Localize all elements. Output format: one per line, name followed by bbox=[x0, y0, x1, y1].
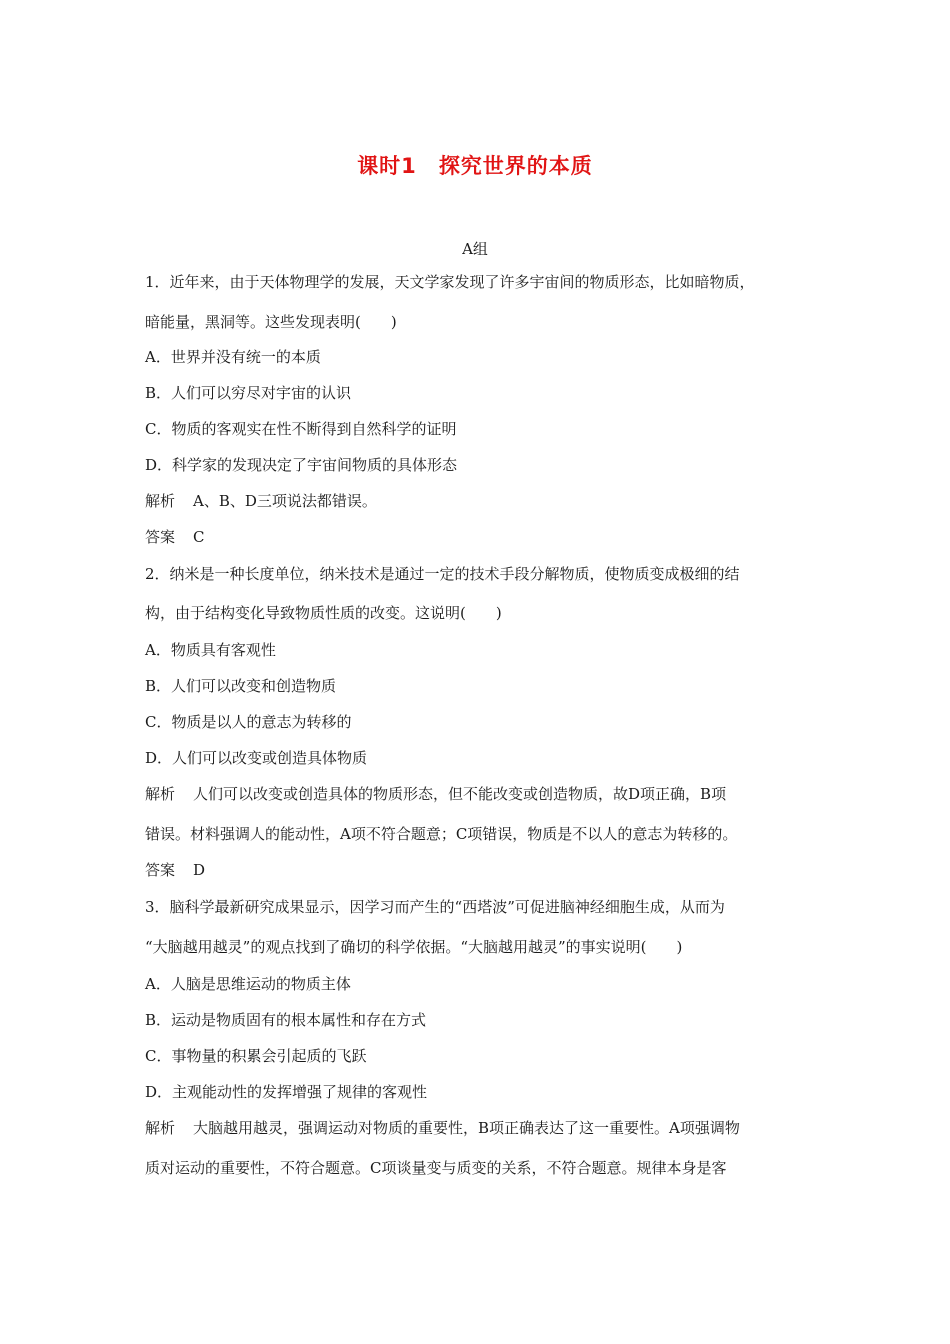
q1-option-b: B．人们可以穷尽对宇宙的认识 bbox=[145, 384, 352, 402]
q1-analysis bbox=[145, 491, 825, 511]
q2-analysis-line-2: 错误。材料强调人的能动性，A项不符合题意；C项错误，物质是不以人的意志为转移的。 bbox=[145, 825, 738, 843]
analysis-label: 解析 bbox=[145, 492, 176, 510]
q3-option-d: D．主观能动性的发挥增强了规律的客观性 bbox=[145, 1083, 428, 1101]
q3-option-a: A．人脑是思维运动的物质主体 bbox=[145, 975, 351, 993]
q1-option-a: A．世界并没有统一的本质 bbox=[145, 348, 321, 366]
group-heading: A组 bbox=[462, 240, 488, 258]
q3-option-c: C．事物量的积累会引起质的飞跃 bbox=[145, 1047, 367, 1065]
q2-option-d: D．人们可以改变或创造具体物质 bbox=[145, 749, 368, 767]
q2-answer bbox=[145, 860, 825, 880]
q2-option-c: C．物质是以人的意志为转移的 bbox=[145, 713, 352, 731]
lesson-topic: 探究世界的本质 bbox=[438, 154, 593, 178]
q1-option-d: D．科学家的发现决定了宇宙间物质的具体形态 bbox=[145, 456, 458, 474]
analysis-label: 解析 bbox=[145, 785, 176, 803]
answer-label: 答案 bbox=[145, 861, 176, 879]
q1-stem-line-1: 1．近年来，由于天体物理学的发展，天文学家发现了许多宇宙间的物质形态，比如暗物质， bbox=[145, 273, 755, 291]
analysis-text: 人们可以改变或创造具体的物质形态，但不能改变或创造物质，故D项正确，B项 bbox=[193, 785, 727, 803]
answer-value: C bbox=[193, 528, 205, 546]
q2-stem-line-2: 构，由于结构变化导致物质性质的改变。这说明( ) bbox=[145, 604, 502, 622]
q3-stem-line-1: 3．脑科学最新研究成果显示，因学习而产生的“西塔波”可促进脑神经细胞生成，从而为 bbox=[145, 898, 725, 916]
page-title bbox=[0, 150, 950, 180]
lesson-number: 课时1 bbox=[357, 154, 417, 178]
q1-stem-line-2: 暗能量，黑洞等。这些发现表明( ) bbox=[145, 313, 397, 331]
analysis-label: 解析 bbox=[145, 1119, 176, 1137]
q2-option-a: A．物质具有客观性 bbox=[145, 641, 276, 659]
q1-option-c: C．物质的客观实在性不断得到自然科学的证明 bbox=[145, 420, 457, 438]
q2-option-b: B．人们可以改变和创造物质 bbox=[145, 677, 337, 695]
q3-option-b: B．运动是物质固有的根本属性和存在方式 bbox=[145, 1011, 427, 1029]
q2-stem-line-1: 2．纳米是一种长度单位，纳米技术是通过一定的技术手段分解物质，使物质变成极细的结 bbox=[145, 565, 740, 583]
q3-analysis-line-2: 质对运动的重要性，不符合题意。C项谈量变与质变的关系，不符合题意。规律本身是客 bbox=[145, 1159, 727, 1177]
answer-label: 答案 bbox=[145, 528, 176, 546]
q1-answer bbox=[145, 527, 825, 547]
q3-analysis-line-1 bbox=[145, 1118, 825, 1138]
analysis-text: 大脑越用越灵，强调运动对物质的重要性，B项正确表达了这一重要性。A项强调物 bbox=[193, 1119, 740, 1137]
q2-analysis-line-1 bbox=[145, 784, 825, 804]
answer-value: D bbox=[193, 861, 206, 879]
q3-stem-line-2: “大脑越用越灵”的观点找到了确切的科学依据。“大脑越用越灵”的事实说明( ) bbox=[145, 938, 683, 956]
analysis-text: A、B、D三项说法都错误。 bbox=[193, 492, 377, 510]
